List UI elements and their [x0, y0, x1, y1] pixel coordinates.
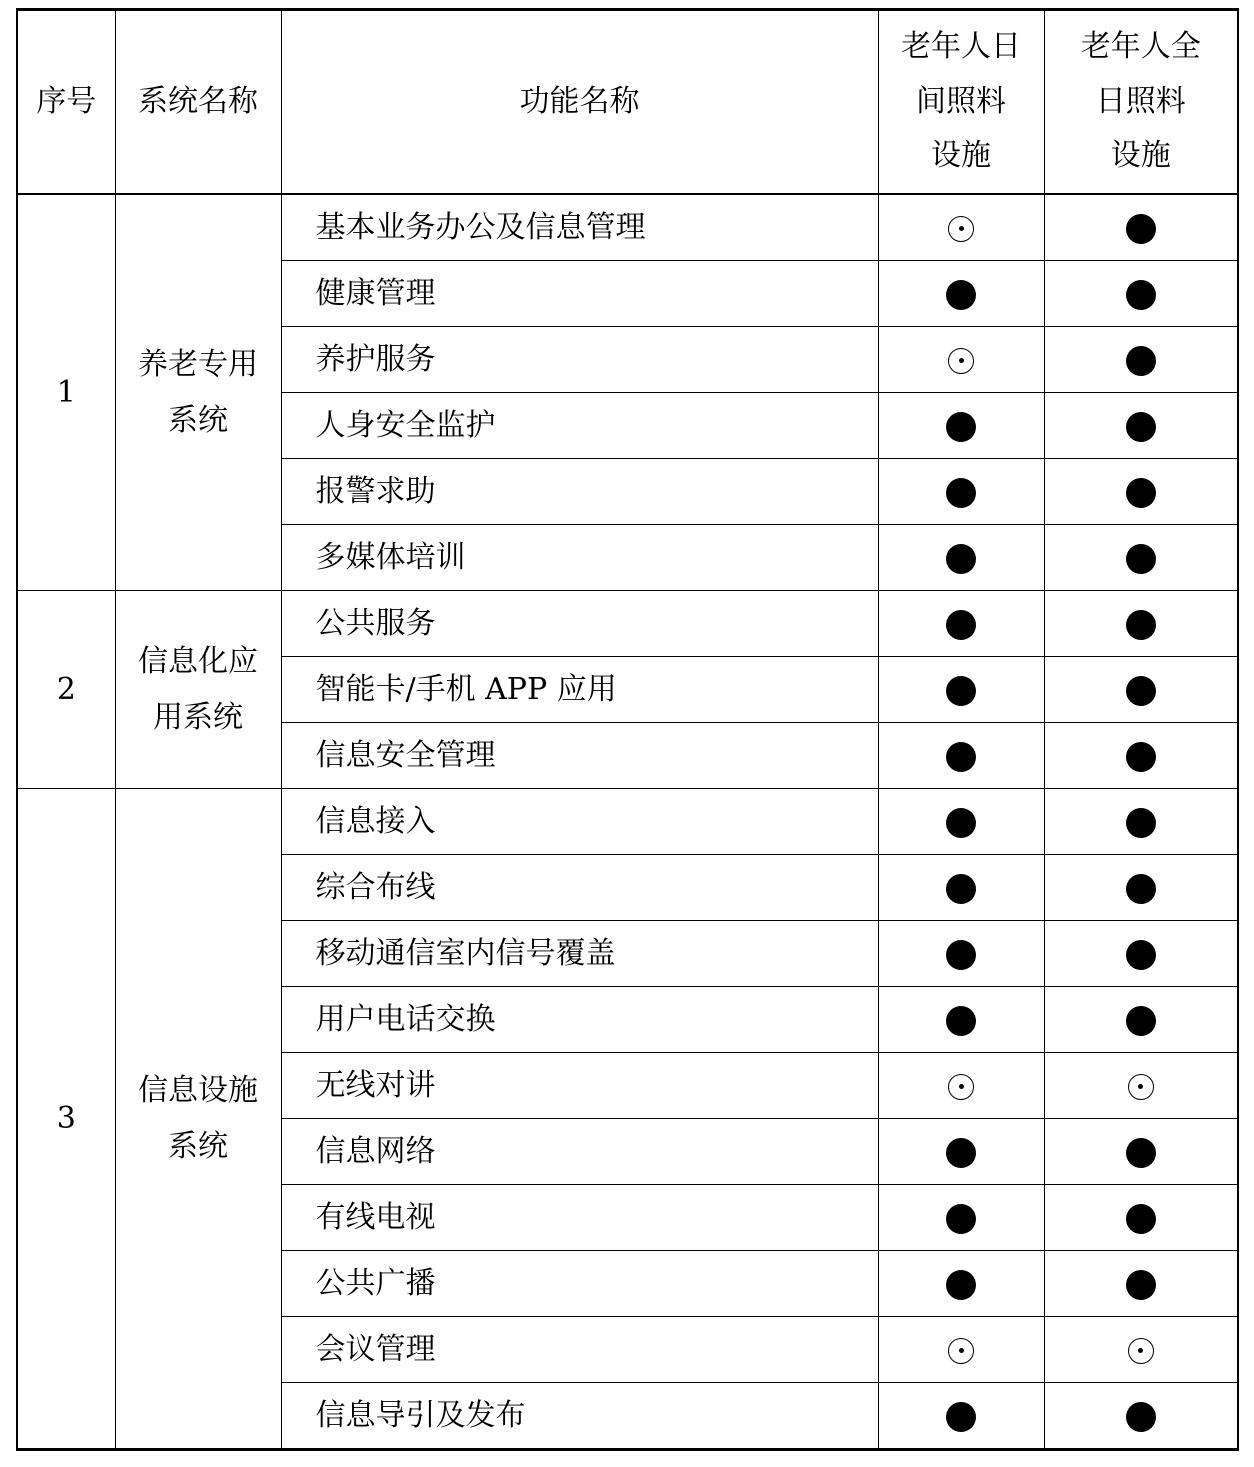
full-care-cell: [1044, 1251, 1238, 1317]
filled-circle-icon: [946, 742, 976, 772]
group-system-name: [115, 789, 281, 1450]
function-name-cell: 会议管理: [281, 1317, 878, 1383]
filled-circle-icon: [1126, 676, 1156, 706]
day-care-cell: [878, 591, 1044, 657]
header-seq: 序号: [17, 10, 115, 195]
dotted-circle-icon: [1128, 1074, 1154, 1100]
header-function-name: 功能名称: [281, 10, 878, 195]
filled-circle-icon: [946, 1270, 976, 1300]
table-row: [17, 194, 1238, 261]
table-header: [17, 10, 1238, 195]
function-name-cell: 用户电话交换: [281, 987, 878, 1053]
function-name-cell: 健康管理: [281, 261, 878, 327]
function-name-cell: 信息安全管理: [281, 723, 878, 789]
header-system-name: 系统名称: [115, 10, 281, 195]
group-system-name-line: 系统: [168, 1128, 228, 1164]
full-care-cell: [1044, 1119, 1238, 1185]
filled-circle-icon: [1126, 1204, 1156, 1234]
dotted-circle-icon: [1128, 1338, 1154, 1364]
filled-circle-icon: [946, 874, 976, 904]
table-body: [17, 194, 1238, 1450]
group-system-name-line: 信息化应: [138, 644, 258, 679]
filled-circle-icon: [1126, 1402, 1156, 1432]
filled-circle-icon: [1126, 610, 1156, 640]
day-care-cell: [878, 327, 1044, 393]
dotted-circle-icon: [948, 1338, 974, 1364]
full-care-cell: [1044, 723, 1238, 789]
group-seq: 1: [17, 194, 115, 591]
filled-circle-icon: [1126, 1270, 1156, 1300]
filled-circle-icon: [1126, 940, 1156, 970]
full-care-cell: [1044, 525, 1238, 591]
day-care-cell: [878, 921, 1044, 987]
function-name-cell: 有线电视: [281, 1185, 878, 1251]
filled-circle-icon: [1126, 412, 1156, 442]
full-care-cell: [1044, 459, 1238, 525]
filled-circle-icon: [1126, 544, 1156, 574]
function-name-cell: 移动通信室内信号覆盖: [281, 921, 878, 987]
full-care-cell: [1044, 1383, 1238, 1450]
function-name-cell: 信息接入: [281, 789, 878, 855]
filled-circle-icon: [1126, 214, 1156, 244]
full-care-cell: [1044, 261, 1238, 327]
table-row: [17, 789, 1238, 855]
function-name-cell: 无线对讲: [281, 1053, 878, 1119]
header-row: [17, 10, 1238, 195]
table-row: [17, 591, 1238, 657]
full-care-cell: [1044, 789, 1238, 855]
filled-circle-icon: [946, 280, 976, 310]
full-care-cell: [1044, 393, 1238, 459]
dotted-circle-icon: [948, 1074, 974, 1100]
filled-circle-icon: [946, 808, 976, 838]
header-full-care-label: 老年人全 日照料 设施: [1080, 29, 1201, 174]
filled-circle-icon: [946, 1006, 976, 1036]
day-care-cell: [878, 1251, 1044, 1317]
group-system-name: [115, 194, 281, 591]
group-system-name-line: 用系统: [153, 699, 243, 735]
day-care-cell: [878, 1317, 1044, 1383]
function-name-cell: 多媒体培训: [281, 525, 878, 591]
function-name-cell: 人身安全监护: [281, 393, 878, 459]
day-care-cell: [878, 1185, 1044, 1251]
function-name-cell: 基本业务办公及信息管理: [281, 194, 878, 261]
day-care-cell: [878, 459, 1044, 525]
group-system-name-line: 养老专用: [138, 347, 258, 382]
full-care-cell: [1044, 591, 1238, 657]
day-care-cell: [878, 1383, 1044, 1450]
filled-circle-icon: [1126, 808, 1156, 838]
filled-circle-icon: [946, 940, 976, 970]
day-care-cell: [878, 393, 1044, 459]
full-care-cell: [1044, 1185, 1238, 1251]
group-system-name-line: 信息设施: [138, 1073, 258, 1108]
filled-circle-icon: [1126, 1138, 1156, 1168]
function-name-cell: 信息导引及发布: [281, 1383, 878, 1450]
filled-circle-icon: [946, 676, 976, 706]
dotted-circle-icon: [948, 216, 974, 242]
filled-circle-icon: [946, 1138, 976, 1168]
filled-circle-icon: [1126, 874, 1156, 904]
day-care-cell: [878, 723, 1044, 789]
day-care-cell: [878, 194, 1044, 261]
filled-circle-icon: [946, 544, 976, 574]
function-name-cell: 公共广播: [281, 1251, 878, 1317]
filled-circle-icon: [946, 412, 976, 442]
group-system-name-line: 系统: [168, 402, 228, 438]
filled-circle-icon: [1126, 478, 1156, 508]
filled-circle-icon: [1126, 280, 1156, 310]
full-care-cell: [1044, 855, 1238, 921]
group-seq: 2: [17, 591, 115, 789]
full-care-cell: [1044, 987, 1238, 1053]
full-care-cell: [1044, 921, 1238, 987]
group-system-name: [115, 591, 281, 789]
day-care-cell: [878, 789, 1044, 855]
day-care-cell: [878, 261, 1044, 327]
facility-function-table: [16, 8, 1239, 1451]
day-care-cell: [878, 855, 1044, 921]
filled-circle-icon: [1126, 1006, 1156, 1036]
filled-circle-icon: [946, 610, 976, 640]
function-name-cell: 综合布线: [281, 855, 878, 921]
filled-circle-icon: [946, 1402, 976, 1432]
function-name-cell: 报警求助: [281, 459, 878, 525]
day-care-cell: [878, 657, 1044, 723]
day-care-cell: [878, 1053, 1044, 1119]
day-care-cell: [878, 525, 1044, 591]
group-seq: 3: [17, 789, 115, 1450]
function-name-cell: 信息网络: [281, 1119, 878, 1185]
full-care-cell: [1044, 657, 1238, 723]
filled-circle-icon: [946, 478, 976, 508]
header-day-care: [878, 10, 1044, 195]
header-full-care: [1044, 10, 1238, 195]
dotted-circle-icon: [948, 348, 974, 374]
full-care-cell: [1044, 194, 1238, 261]
full-care-cell: [1044, 1053, 1238, 1119]
filled-circle-icon: [946, 1204, 976, 1234]
day-care-cell: [878, 1119, 1044, 1185]
filled-circle-icon: [1126, 346, 1156, 376]
full-care-cell: [1044, 1317, 1238, 1383]
function-name-cell: 养护服务: [281, 327, 878, 393]
header-day-care-label: 老年人日 间照料 设施: [901, 29, 1021, 174]
function-name-cell: 公共服务: [281, 591, 878, 657]
filled-circle-icon: [1126, 742, 1156, 772]
full-care-cell: [1044, 327, 1238, 393]
function-name-cell: 智能卡/手机 APP 应用: [281, 657, 878, 723]
day-care-cell: [878, 987, 1044, 1053]
